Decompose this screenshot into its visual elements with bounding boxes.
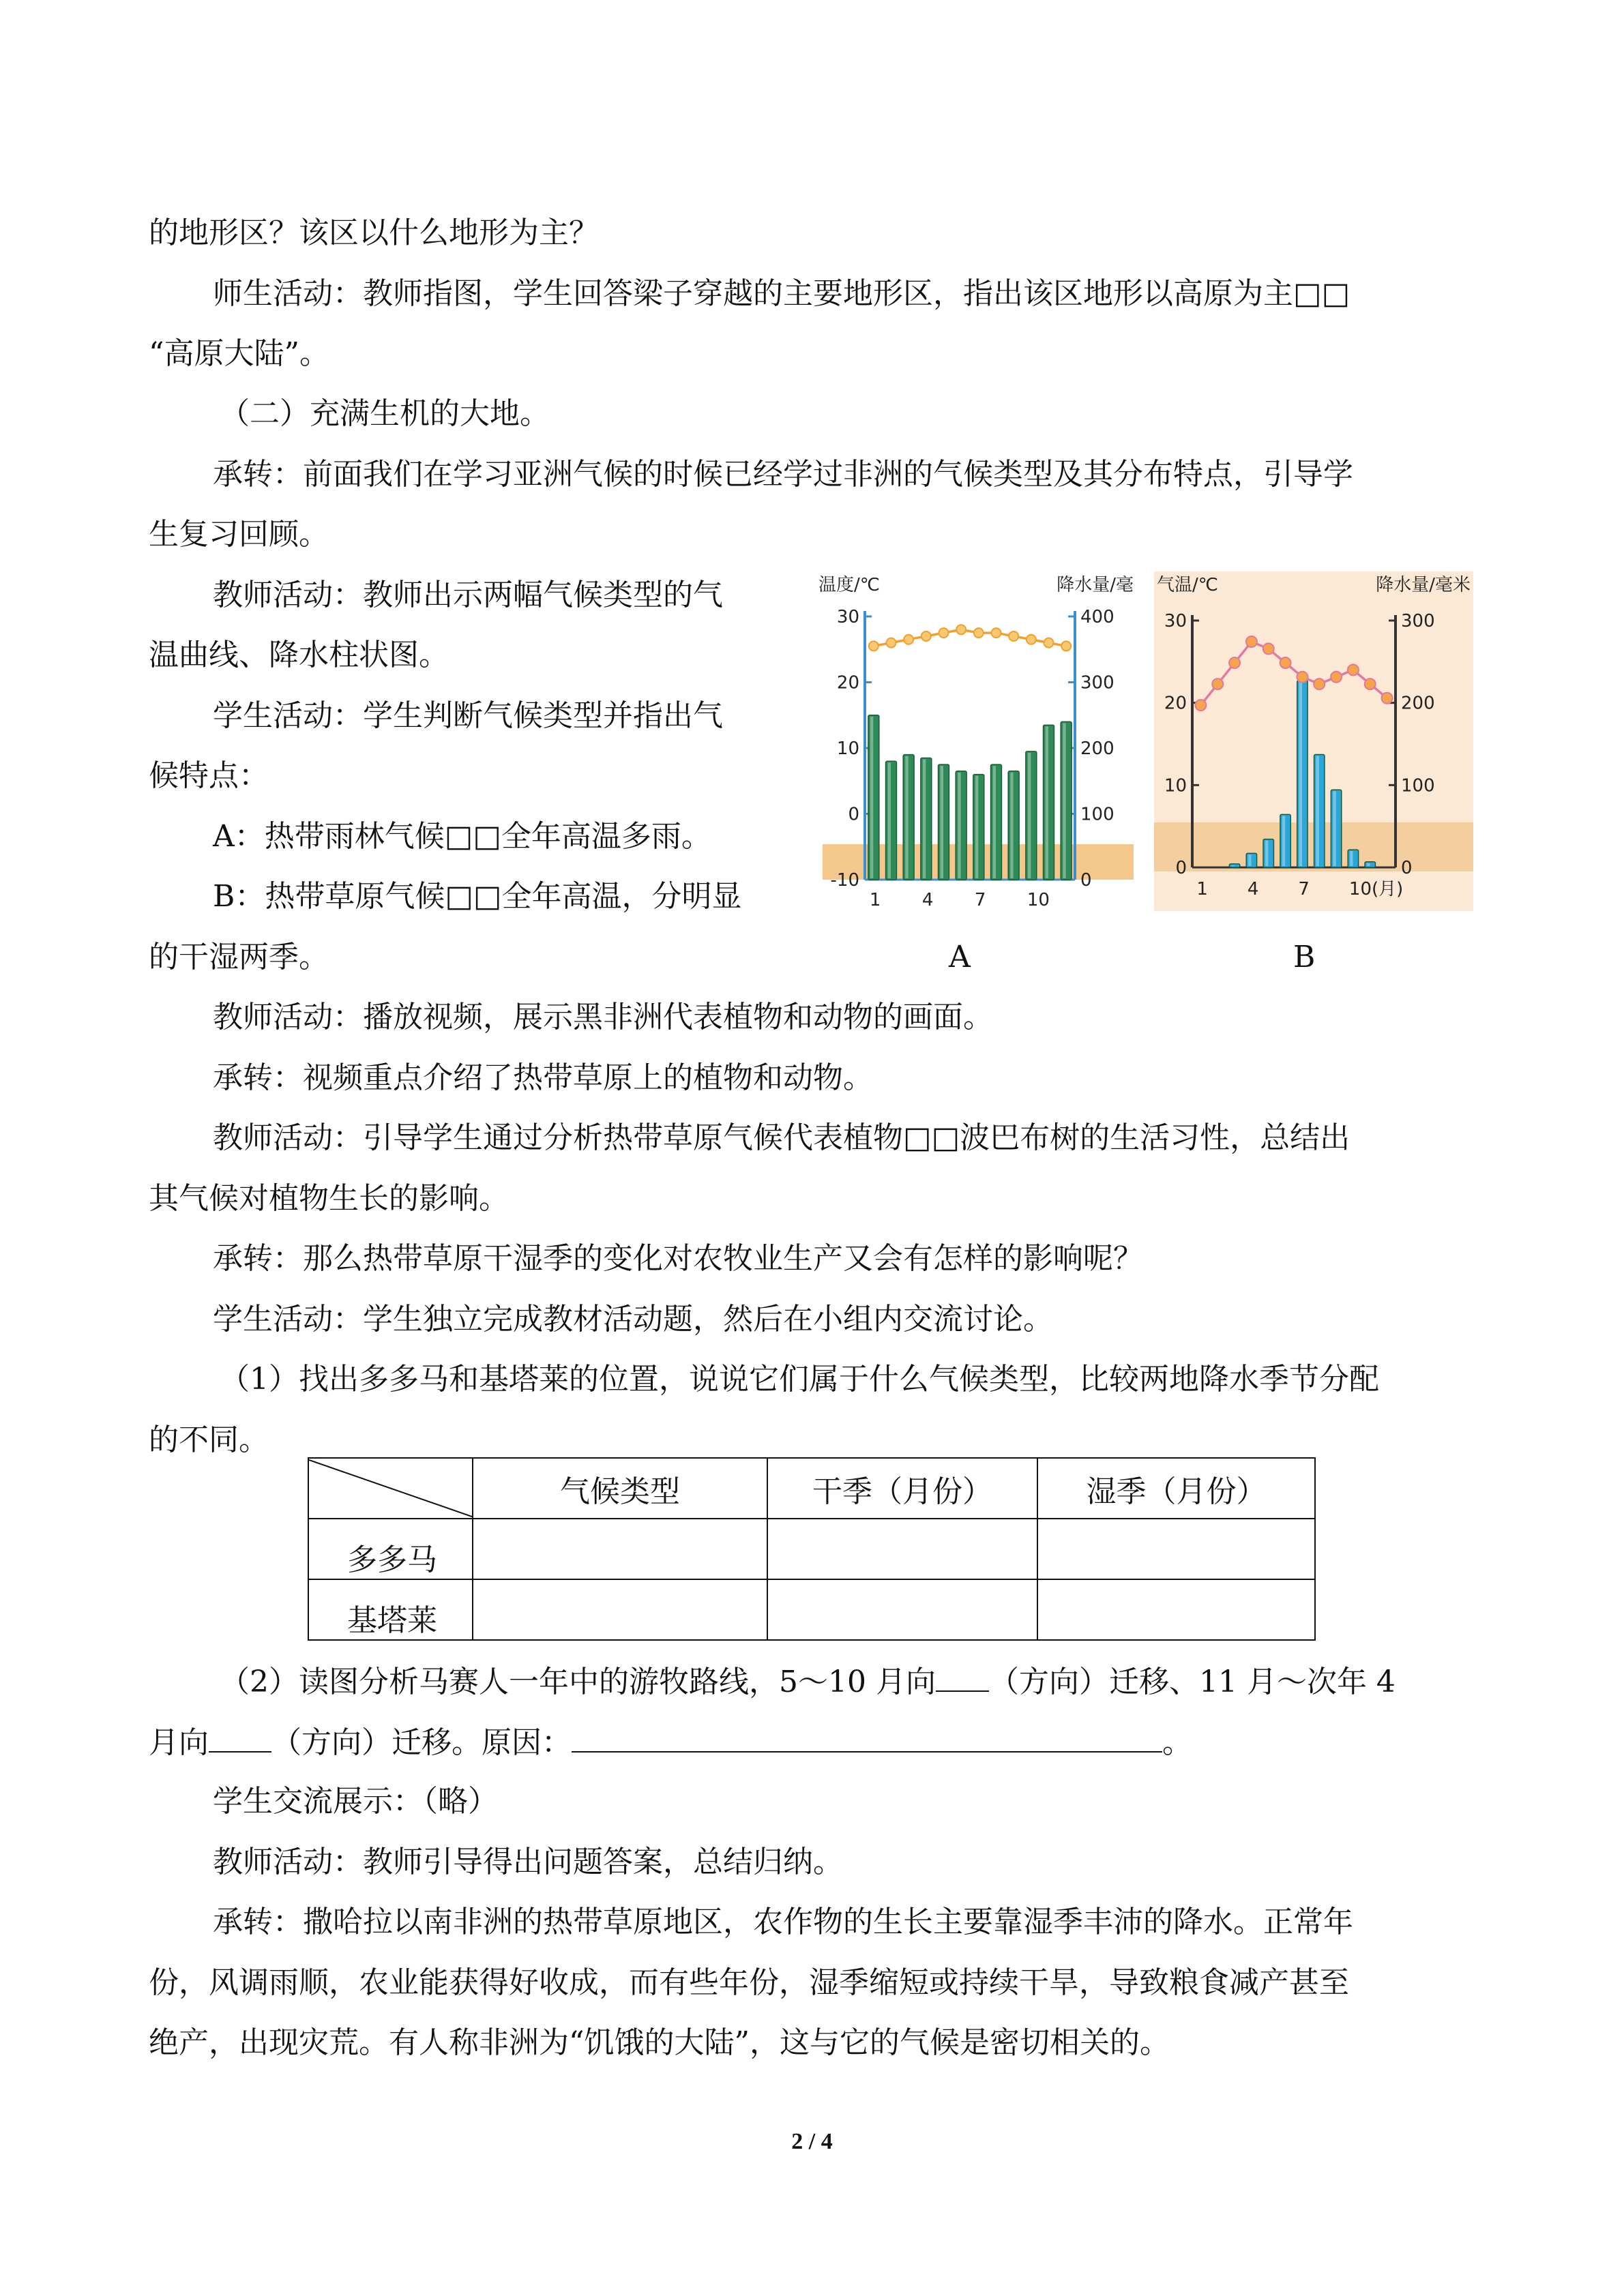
- precip-bar-highlight: [888, 762, 891, 878]
- right-tick-label: 100: [1080, 804, 1114, 825]
- precip-bar: [868, 715, 879, 880]
- temperature-point: [1061, 641, 1071, 651]
- temperature-point: [1263, 643, 1274, 654]
- table-cell[interactable]: [473, 1519, 767, 1579]
- direction-blank-2[interactable]: [209, 1721, 271, 1753]
- precip-bar: [1297, 681, 1308, 867]
- x-tick-label: 10: [1027, 890, 1050, 910]
- climate-chart-b: [1154, 571, 1473, 914]
- text-line: 学生活动：学生判断气候类型并指出气: [213, 698, 723, 733]
- precip-bar-highlight: [1046, 726, 1048, 878]
- temperature-point: [1246, 636, 1257, 647]
- precip-bar-highlight: [1010, 773, 1013, 878]
- question-text: 月向: [149, 1725, 209, 1760]
- precip-bar: [939, 764, 949, 880]
- table-row-label: 基塔莱: [308, 1579, 473, 1640]
- temperature-point: [1009, 631, 1018, 641]
- text-line: 教师活动：引导学生通过分析热带草原气候代表植物□□波巴布树的生活习性，总结出: [213, 1120, 1350, 1155]
- precip-bar-highlight: [941, 766, 943, 878]
- text-line: 教师活动：教师引导得出问题答案，总结归纳。: [213, 1845, 843, 1879]
- text-line: 的地形区？该区以什么地形为主？: [149, 215, 599, 250]
- x-tick-label: 4: [921, 890, 934, 910]
- temperature-point: [869, 641, 879, 651]
- question-text: （2）读图分析马赛人一年中的游牧路线，5～10 月向: [220, 1665, 936, 1699]
- chart-caption-b: B: [1293, 940, 1316, 974]
- text-line: 教师活动：播放视频，展示黑非洲代表植物和动物的画面。: [213, 1000, 993, 1034]
- temperature-point: [1382, 693, 1393, 704]
- precip-bar: [1246, 853, 1256, 867]
- text-line: 师生活动：教师指图，学生回答梁子穿越的主要地形区，指出该区地形以高原为主□□: [213, 276, 1350, 311]
- right-tick-label: 200: [1080, 739, 1114, 759]
- question-line: [220, 1660, 1396, 1703]
- text-line: 承转：那么热带草原干湿季的变化对农牧业生产又会有怎样的影响呢？: [213, 1241, 1143, 1276]
- table-header-row: [308, 1458, 1315, 1519]
- text-line: 学生交流展示：（略）: [213, 1784, 498, 1819]
- temperature-point: [1280, 657, 1291, 668]
- left-tick-label: 10: [1164, 775, 1187, 796]
- text-line: 温曲线、降水柱状图。: [149, 638, 449, 672]
- climate-chart-b-svg: [1154, 571, 1473, 911]
- temperature-point: [1212, 679, 1223, 689]
- left-axis-title: 温度/℃: [818, 575, 880, 595]
- table-row: [308, 1519, 1315, 1579]
- precip-bar: [1280, 814, 1290, 867]
- section-heading: （二）充满生机的大地。: [220, 396, 550, 431]
- x-tick-label: 1: [869, 890, 881, 910]
- question-text: 。: [1162, 1725, 1192, 1760]
- right-axis-title: 降水量/毫: [1057, 575, 1134, 595]
- x-tick-label: 4: [1247, 879, 1259, 899]
- right-tick-label: 0: [1401, 858, 1413, 878]
- precip-bar: [1026, 751, 1037, 880]
- diagonal-line: [309, 1459, 472, 1518]
- precip-bar-highlight: [1333, 791, 1335, 866]
- table-corner-cell: [308, 1458, 473, 1519]
- x-tick-label: 10(月): [1348, 879, 1404, 899]
- precip-bar-highlight: [1028, 753, 1031, 878]
- text-line: 承转：视频重点介绍了热带草原上的植物和动物。: [213, 1060, 873, 1095]
- precip-bar-highlight: [1282, 816, 1285, 866]
- x-tick-label: 7: [1298, 879, 1310, 899]
- temperature-point: [1027, 635, 1036, 644]
- table-header: 气候类型: [473, 1458, 767, 1519]
- temperature-point: [1229, 657, 1240, 668]
- table-cell[interactable]: [767, 1519, 1037, 1579]
- precip-bar-highlight: [1248, 854, 1251, 866]
- table-row-label: 多多马: [308, 1519, 473, 1579]
- precip-bar-highlight: [905, 756, 908, 878]
- precip-bar: [1061, 721, 1072, 880]
- precip-bar-highlight: [923, 759, 926, 878]
- text-line: 承转：前面我们在学习亚洲气候的时候已经学过非洲的气候类型及其分布特点，引导学: [213, 457, 1353, 492]
- precip-bar: [956, 771, 966, 880]
- temperature-point: [1044, 638, 1054, 648]
- precip-bar: [886, 761, 897, 880]
- text-line: 生复习回顾。: [149, 517, 329, 552]
- table-row: [308, 1579, 1315, 1640]
- precip-bar: [903, 755, 914, 880]
- temperature-point: [1348, 664, 1359, 675]
- precip-bar-highlight: [1299, 682, 1302, 866]
- temperature-point: [956, 625, 966, 634]
- table-cell[interactable]: [767, 1579, 1037, 1640]
- text-line: 学生活动：学生独立完成教材活动题，然后在小组内交流讨论。: [213, 1302, 1053, 1337]
- left-axis-title: 气温/℃: [1157, 575, 1218, 595]
- page-number: 2 / 4: [791, 2129, 833, 2154]
- right-tick-label: 200: [1401, 693, 1435, 714]
- text-line: A：热带雨林气候□□全年高温多雨。: [213, 819, 711, 854]
- x-tick-label: 1: [1196, 879, 1208, 899]
- text-line: 的不同。: [149, 1422, 269, 1457]
- temperature-point: [974, 628, 984, 638]
- left-tick-label: 20: [1164, 693, 1187, 714]
- precip-bar-highlight: [958, 773, 960, 878]
- right-tick-label: 0: [1080, 870, 1092, 891]
- table-cell[interactable]: [1037, 1519, 1315, 1579]
- left-tick-label: 20: [836, 672, 859, 694]
- precip-bar-highlight: [1316, 756, 1319, 866]
- precip-bar-highlight: [975, 776, 978, 878]
- temperature-point: [1195, 700, 1206, 711]
- text-line: 的干湿两季。: [149, 940, 329, 974]
- temperature-point: [992, 628, 1001, 638]
- text-line: 份，风调雨顺，农业能获得好收成，而有些年份，湿季缩短或持续干旱，导致粮食减产甚至: [149, 1965, 1349, 2000]
- climate-chart-a: [816, 571, 1136, 915]
- right-tick-label: 100: [1401, 775, 1435, 796]
- precip-bar-highlight: [870, 717, 873, 878]
- text-line: 教师活动：教师出示两幅气候类型的气: [213, 578, 723, 612]
- precip-bar: [1348, 850, 1358, 867]
- question-text: （方向）迁移、11 月～次年 4: [988, 1665, 1396, 1699]
- precip-bar: [1263, 839, 1273, 867]
- temperature-point: [904, 635, 913, 644]
- temperature-point: [1297, 672, 1308, 683]
- x-tick-label: 7: [974, 890, 986, 910]
- table-cell[interactable]: [1037, 1579, 1315, 1640]
- text-line: “高原大陆”。: [149, 336, 329, 371]
- text-line: 绝产，出现灾荒。有人称非洲为“饥饿的大陆”，这与它的气候是密切相关的。: [149, 2025, 1170, 2060]
- temperature-point: [887, 638, 896, 648]
- text-line: 承转：撒哈拉以南非洲的热带草原地区，农作物的生长主要靠湿季丰沛的降水。正常年: [213, 1905, 1353, 1939]
- precip-bar: [1044, 725, 1054, 880]
- precip-bar-highlight: [1367, 863, 1370, 866]
- precip-bar: [1008, 771, 1019, 880]
- reason-blank[interactable]: [572, 1721, 1162, 1753]
- table-cell[interactable]: [473, 1579, 767, 1640]
- precip-bar: [991, 764, 1002, 880]
- right-tick-label: 300: [1401, 611, 1435, 631]
- left-tick-label: -10: [830, 870, 859, 891]
- precip-bar-highlight: [1231, 865, 1234, 866]
- question-line: [149, 1721, 1192, 1763]
- precip-bar-highlight: [1063, 723, 1065, 878]
- temperature-point: [1331, 672, 1342, 683]
- precip-bar: [1229, 864, 1239, 867]
- chart-caption-a: A: [949, 940, 971, 974]
- left-tick-label: 30: [836, 607, 859, 627]
- climate-chart-a-svg: [816, 571, 1136, 912]
- temperature-point: [1365, 679, 1376, 689]
- text-line: 候特点：: [149, 758, 269, 793]
- text-line: （1）找出多多马和基塔莱的位置，说说它们属于什么气候类型，比较两地降水季节分配: [220, 1362, 1379, 1397]
- activity-table: [308, 1457, 1316, 1641]
- right-axis-title: 降水量/毫米: [1376, 575, 1471, 595]
- right-tick-label: 400: [1080, 607, 1114, 627]
- precip-bar-highlight: [1350, 851, 1353, 866]
- precip-bar: [973, 775, 984, 880]
- table-header: 湿季（月份）: [1037, 1458, 1315, 1519]
- precip-bar: [921, 758, 932, 880]
- precip-bar: [1331, 790, 1341, 867]
- temperature-point: [939, 628, 949, 638]
- right-tick-label: 300: [1080, 672, 1114, 694]
- precip-bar: [1365, 862, 1375, 867]
- temperature-point: [921, 631, 931, 641]
- text-line: B：热带草原气候□□全年高温，分明显: [213, 879, 742, 914]
- table-header: 干季（月份）: [767, 1458, 1037, 1519]
- left-tick-label: 30: [1164, 611, 1187, 631]
- precip-bar-highlight: [1265, 841, 1268, 866]
- text-line: 其气候对植物生长的影响。: [149, 1181, 509, 1216]
- temperature-point: [1314, 679, 1325, 689]
- left-tick-label: 10: [836, 739, 859, 759]
- question-text: （方向）迁移。原因：: [271, 1725, 572, 1760]
- left-tick-label: 0: [848, 804, 859, 825]
- left-tick-label: 0: [1175, 858, 1187, 878]
- precip-bar-highlight: [993, 766, 996, 878]
- direction-blank-1[interactable]: [936, 1660, 989, 1692]
- precip-bar: [1314, 755, 1325, 867]
